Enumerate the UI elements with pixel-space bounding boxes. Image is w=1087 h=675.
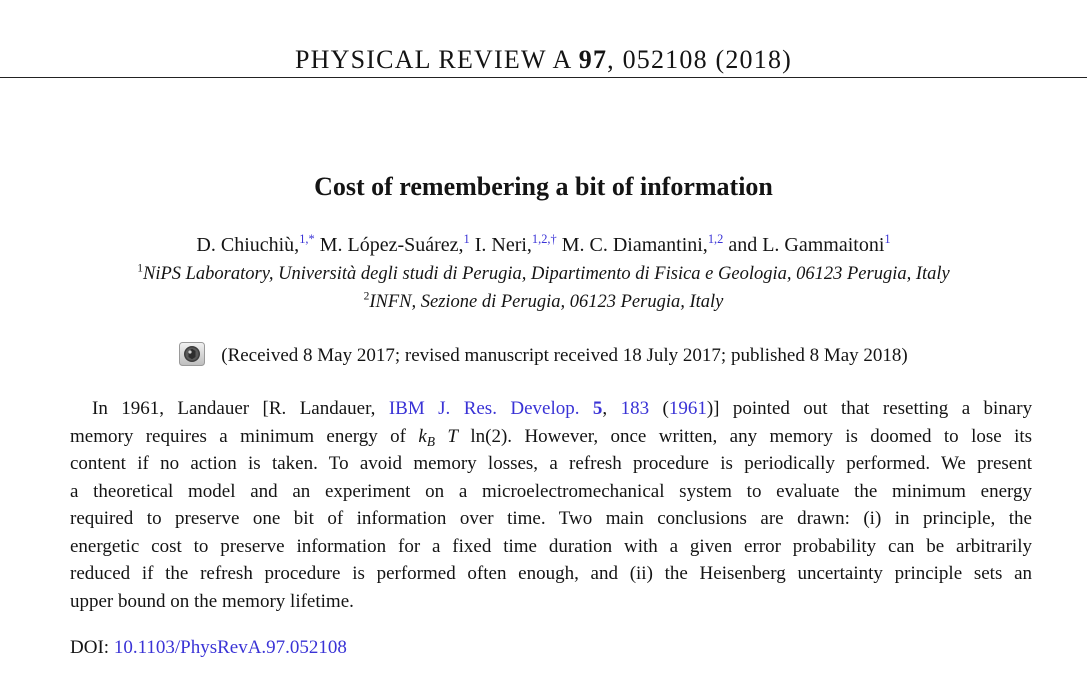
author-affiliation-link[interactable]: 1,* (299, 231, 315, 246)
article-number: 052108 (622, 45, 708, 74)
journal-header: PHYSICAL REVIEW A 97, 052108 (2018) (294, 45, 793, 74)
author-affiliation-link[interactable]: 1 (884, 231, 891, 246)
doi-row (70, 635, 347, 661)
math-subscript-b: B (426, 433, 435, 449)
affiliation-1 (0, 262, 1087, 286)
abstract-text: ] pointed out that resetting a binary (713, 398, 1033, 419)
author-affiliation-link[interactable]: 1,2 (707, 231, 724, 246)
paper-title: Cost of remembering a bit of information (314, 172, 773, 201)
doi-link[interactable]: 10.1103/PhysRevA.97.052108 (113, 637, 347, 658)
affiliation-text: NiPS Laboratory, Università degli studi di Perugia, Dipartimento di Fisica e Geologia, 06123 Perugia, Italy (142, 264, 950, 284)
abstract-line: content if no action is taken. To avoid memory losses, a refresh procedure is periodically performed. We present (70, 453, 1032, 474)
reference-year-link[interactable]: 1961 (668, 398, 707, 419)
affiliation-marker: 1 (137, 262, 143, 275)
author-name: M. C. Diamantini, (561, 234, 708, 256)
journal-volume: 97 (578, 45, 608, 74)
abstract-line (70, 395, 1032, 423)
crossmark-icon[interactable] (179, 342, 205, 366)
author-name: M. López-Suárez, (319, 234, 464, 256)
reference-page-link[interactable]: 183 (620, 398, 650, 419)
abstract-line: a theoretical model and an experiment on a microelectromechanical system to evaluate the minimum energy (70, 480, 1032, 502)
abstract-line: reduced if the refresh procedure is performed often enough, and (ii) the Heisenberg uncertainty principle sets an (70, 563, 1032, 584)
author-affiliation-link[interactable]: 1,2,† (531, 231, 557, 246)
math-t: T (447, 425, 458, 447)
math-k: k (418, 425, 427, 447)
dates-text: (Received 8 May 2017; revised manuscript received 18 July 2017; published 8 May 2018) (221, 345, 908, 366)
author-name: D. Chiuchiù, (196, 234, 300, 256)
reference-year-close: ) (706, 398, 714, 419)
abstract-line: energetic cost to preserve information for a fixed time duration with a given error probability can be arbitrarily (70, 535, 1032, 557)
abstract-text: memory requires a minimum energy of (70, 425, 406, 447)
publication-dates (0, 342, 1087, 369)
abstract-text: In 1961, Landauer [R. Landauer, (92, 398, 376, 419)
author-name: and L. Gammaitoni (728, 234, 885, 256)
doi-label: DOI: (70, 637, 110, 658)
affiliation-marker: 2 (363, 290, 370, 303)
reference-journal-link[interactable]: IBM J. Res. Develop. (388, 398, 580, 419)
abstract-line (70, 423, 1032, 451)
reference-volume-link[interactable]: 5 (592, 398, 603, 419)
affiliation-text: INFN, Sezione di Perugia, 06123 Perugia, Italy (369, 292, 724, 312)
author-name: I. Neri, (474, 234, 532, 256)
abstract-line: required to preserve one bit of information over time. Two main conclusions are drawn: (i) in principle, the (70, 508, 1032, 529)
author-affiliation-link[interactable]: 1 (463, 231, 470, 246)
abstract-text: ln(2). However, once written, any memory is doomed to lose its (470, 425, 1033, 447)
abstract (70, 395, 1032, 615)
journal-name: PHYSICAL REVIEW A (294, 45, 572, 74)
reference-year-open: ( (662, 398, 669, 419)
reference-separator: , (602, 398, 608, 419)
affiliation-2 (0, 290, 1087, 314)
header-rule (0, 77, 1087, 78)
journal-year: (2018) (715, 45, 793, 74)
author-list (0, 232, 1087, 258)
abstract-line: upper bound on the memory lifetime. (70, 590, 354, 612)
